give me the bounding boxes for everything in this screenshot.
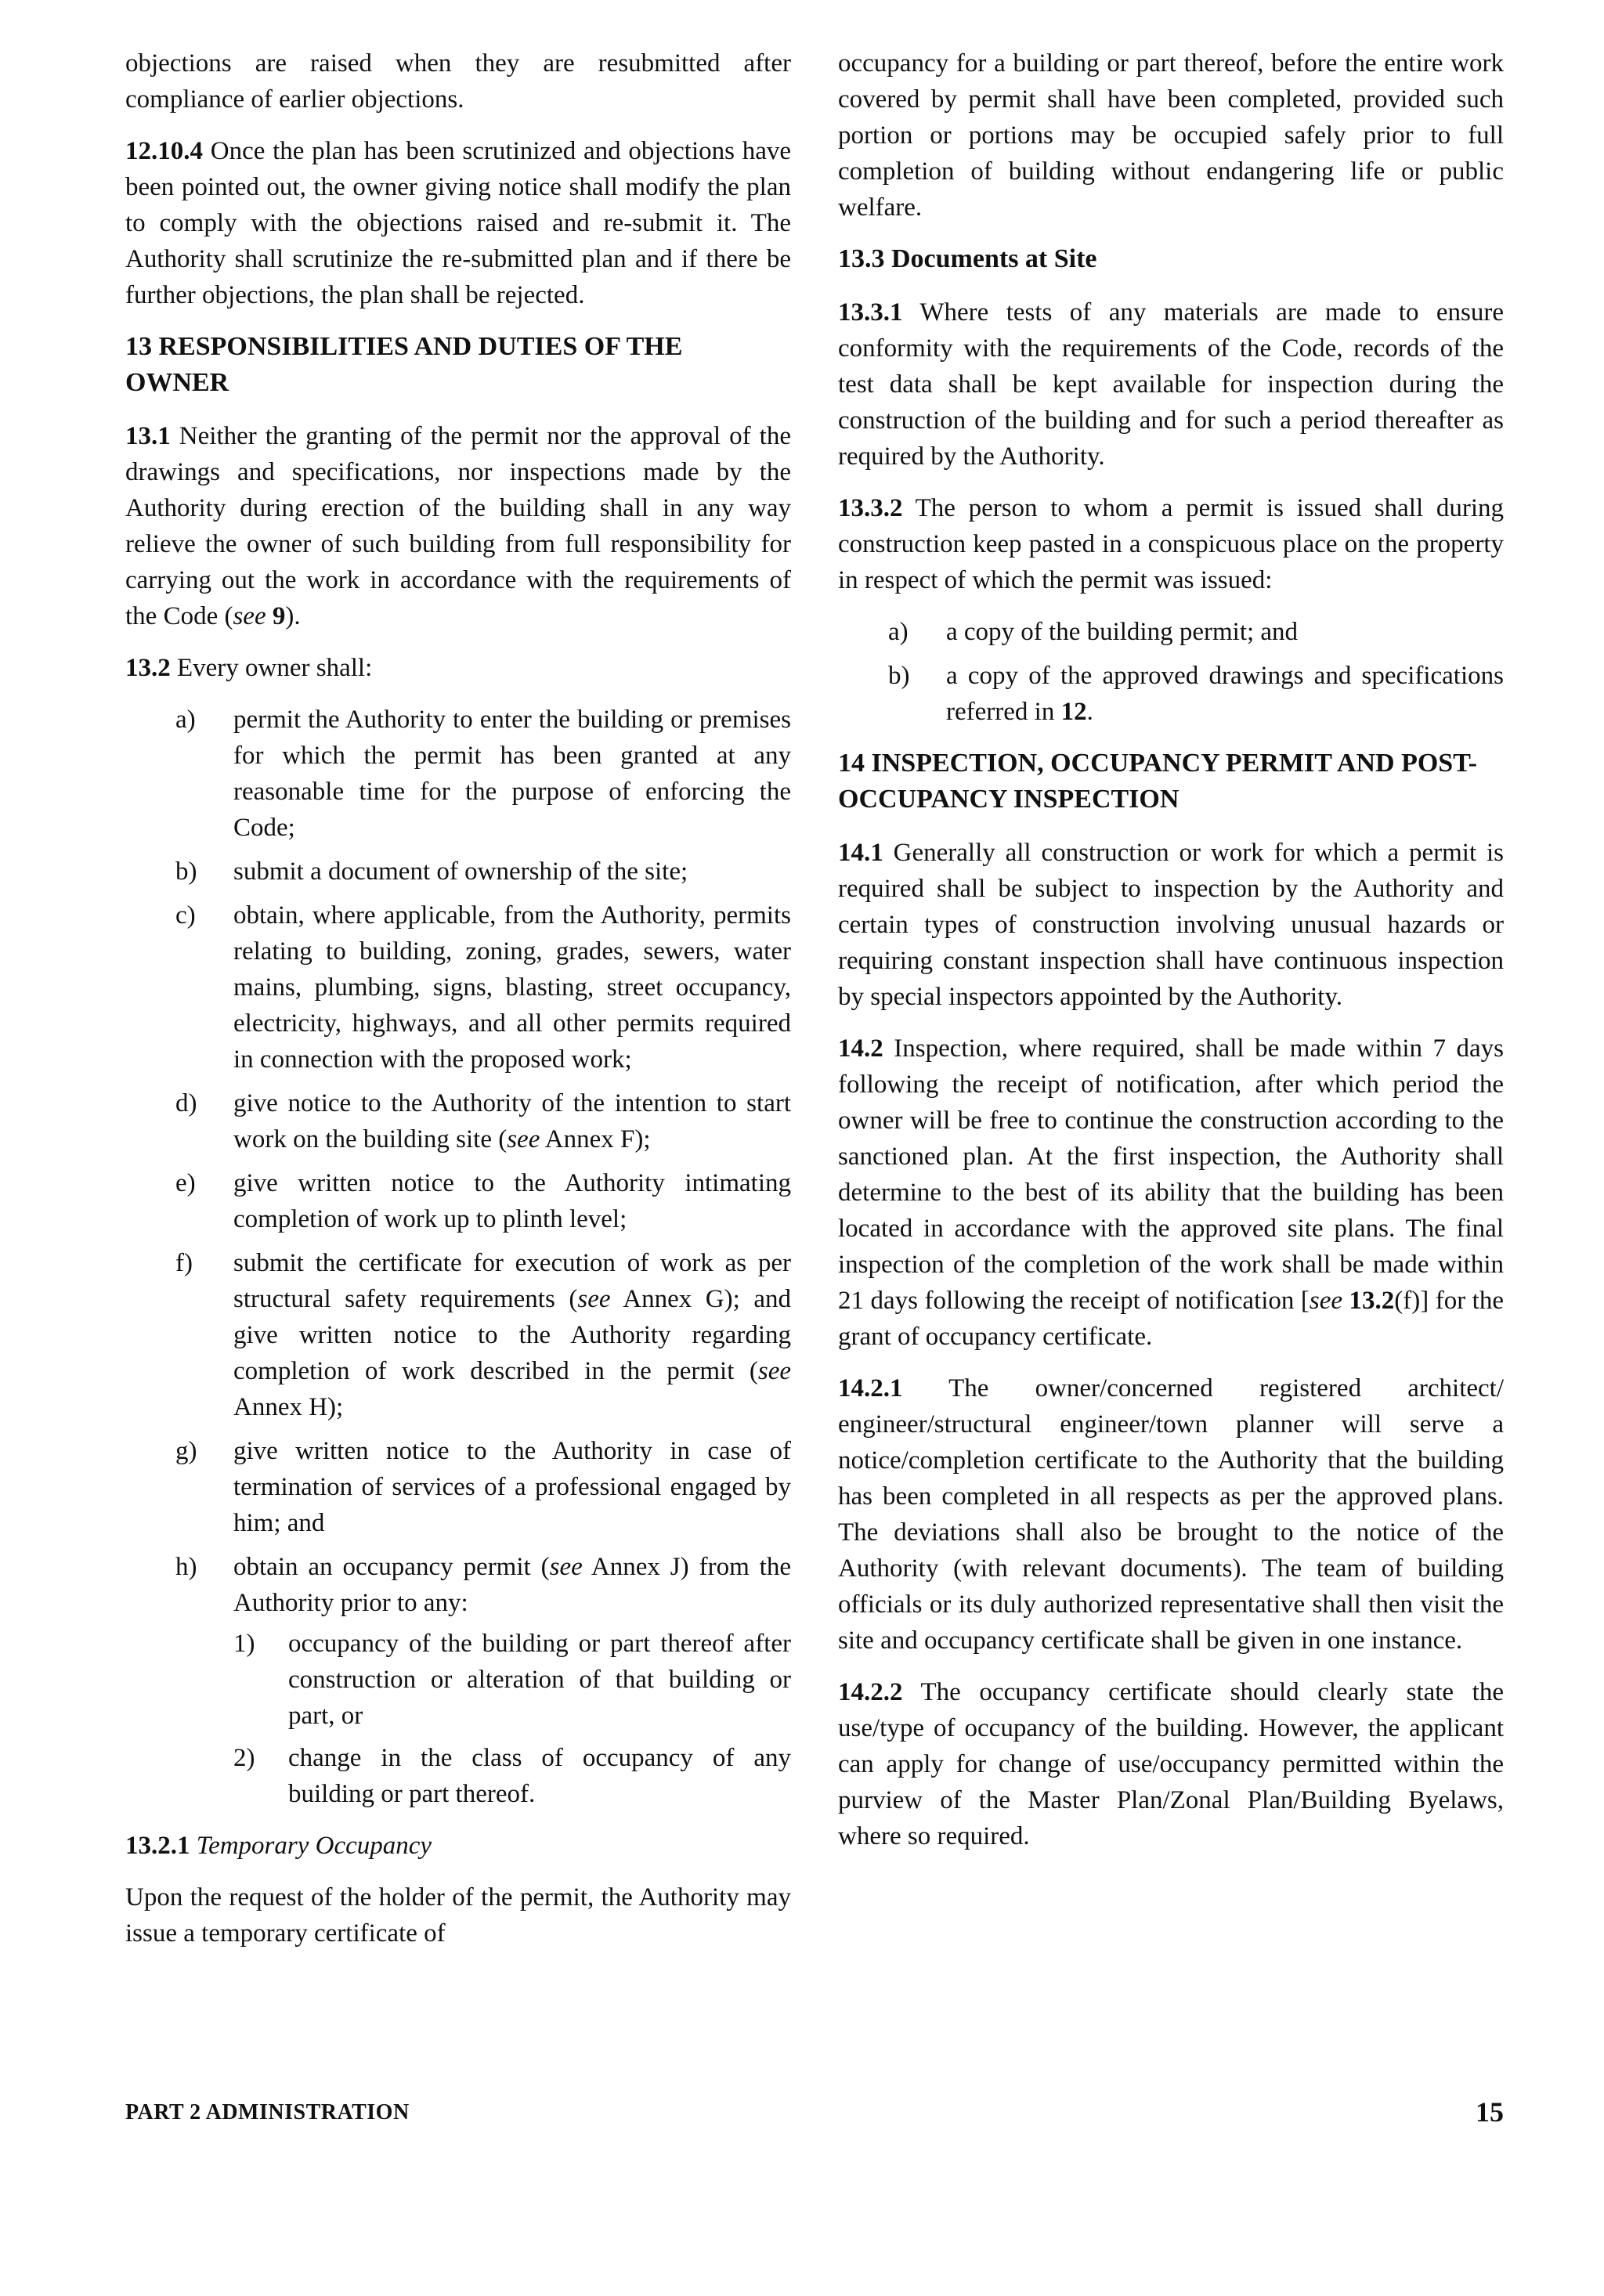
clause-number: 13.1: [125, 422, 171, 450]
see-reference: see: [577, 1285, 611, 1313]
sublist-marker: 1): [233, 1630, 255, 1658]
list-item: [838, 658, 1504, 730]
list-item-text-end: Annex J) from the Authority prior to any:: [233, 1553, 791, 1617]
section-13-heading: 13 RESPONSIBILITIES AND DUTIES OF THE OWNER: [125, 332, 683, 397]
clause-text: Every owner shall:: [177, 654, 373, 682]
clause-text-end: ).: [285, 602, 301, 630]
see-reference: see: [233, 602, 266, 630]
clause-number: 14.2.2: [838, 1678, 903, 1706]
paragraph-continued: occupancy for a building or part thereof, before the entire work covered by permit shall have been completed, provided such portion or portions may be occupied safely prior to full completion of building without endangering life or public welfare.: [838, 49, 1504, 222]
see-reference: see: [507, 1125, 540, 1153]
list-item-text-mid: Annex G); and give written notice to the Authority regarding completion of work described in the permit (: [233, 1285, 792, 1385]
see-reference: see: [1309, 1287, 1343, 1315]
clause-14-2-1: [838, 1370, 1504, 1659]
list-item: [838, 614, 1504, 650]
clause-13-1: [125, 418, 791, 634]
clause-14-2: [838, 1031, 1504, 1355]
list-item-text: a copy of the approved drawings and specifications referred in: [946, 662, 1504, 726]
list-item: [125, 1085, 791, 1157]
list-item-text: a copy of the building permit; and: [946, 618, 1299, 646]
footer-section-label: PART 2 ADMINISTRATION: [125, 2100, 410, 2125]
list-marker: f): [175, 1249, 193, 1277]
left-column: [125, 45, 791, 1967]
list-item-text: submit a document of ownership of the site;: [233, 857, 688, 886]
list-item-text: submit the certificate for execution of work as per structural safety requirements (: [233, 1249, 791, 1313]
list-marker: h): [175, 1553, 197, 1581]
clause-text: Neither the granting of the permit nor the approval of the drawings and specifications, nor inspections made by the Authority during erection of the building shall in any way relieve the owner of such building from full responsibility for carrying out the work in accordance with the requirements of the Code (: [125, 422, 791, 630]
list-item-text-end: Annex F);: [540, 1125, 651, 1153]
clause-number: 13.3.1: [838, 298, 903, 327]
cross-reference: 13.2: [1349, 1287, 1395, 1315]
clause-14-2-2: [838, 1674, 1504, 1854]
list-marker: b): [175, 857, 197, 886]
sublist-item: [233, 1626, 791, 1734]
sublist-item-text: change in the class of occupancy of any building or part thereof.: [288, 1744, 791, 1808]
list-item-text: obtain, where applicable, from the Authority, permits relating to building, zoning, grades, sewers, water mains, plumbing, signs, blasting, street occupancy, electricity, highways, and all other permits required in connection with the proposed work;: [233, 901, 791, 1074]
list-marker: b): [888, 662, 910, 690]
list-item-text-end: Annex H);: [233, 1393, 344, 1421]
clause-12-10-4: [125, 133, 791, 313]
clause-text: Where tests of any materials are made to ensure conformity with the requirements of the Code, records of the test data shall be kept available for inspection during the construction of the building and for such a period thereafter as required by the Authority.: [838, 298, 1504, 471]
section-13-3-heading: 13.3 Documents at Site: [838, 244, 1097, 273]
list-item: [125, 1245, 791, 1425]
site-documents-list: [838, 614, 1504, 730]
clause-13-2-1: [125, 1828, 791, 1864]
list-item: [125, 702, 791, 846]
list-item-text: give written notice to the Authority intimating completion of work up to plinth level;: [233, 1169, 791, 1233]
clause-title: Temporary Occupancy: [196, 1832, 432, 1860]
list-marker: e): [175, 1169, 196, 1197]
list-item: [125, 854, 791, 890]
occupancy-sublist: [233, 1626, 791, 1812]
clause-text: Generally all construction or work for which a permit is required shall be subject to inspection by the Authority and certain types of construction involving unusual hazards or requiring constant inspection shall have continuous inspection by special inspectors appointed by the Authority.: [838, 839, 1505, 1011]
clause-number: 13.3.2: [838, 494, 903, 522]
owner-duties-list: [125, 702, 791, 1812]
list-item-text-end: .: [1086, 698, 1093, 726]
paragraph-continued: objections are raised when they are resubmitted after compliance of earlier objections.: [125, 49, 791, 114]
clause-number: 14.1: [838, 839, 883, 867]
cross-reference: 9: [272, 602, 286, 630]
clause-text: The occupancy certificate should clearly state the use/type of occupancy of the building. However, the applicant can apply for change of use/occupancy permitted within the purview of the Master Plan/Zonal Plan/Building Byelaws, where so required.: [838, 1678, 1504, 1850]
clause-13-2: [125, 650, 791, 686]
page-footer: [125, 2096, 1504, 2133]
list-item-text: give written notice to the Authority in case of termination of services of a professional engaged by him; and: [233, 1437, 791, 1537]
sublist-item: [233, 1740, 791, 1812]
sublist-marker: 2): [233, 1744, 255, 1772]
cross-reference: 12: [1060, 698, 1087, 726]
clause-13-3-2: [838, 490, 1504, 598]
clause-text: The person to whom a permit is issued shall during construction keep pasted in a conspicuous place on the property in respect of which the permit was issued:: [838, 494, 1504, 594]
clause-number: 12.10.4: [125, 137, 203, 165]
list-item-text: give notice to the Authority of the intention to start work on the building site (: [233, 1089, 791, 1153]
section-14-heading: 14 INSPECTION, OCCUPANCY PERMIT AND POST-OCCUPANCY INSPECTION: [838, 749, 1478, 814]
clause-text: Once the plan has been scrutinized and objections have been pointed out, the owner giving notice shall modify the plan to comply with the objections raised and re-submit it. The Authority shall scrutinize the re-submitted plan and if there be further objections, the plan shall be rejected.: [125, 137, 791, 309]
list-item: [125, 1433, 791, 1541]
list-marker: c): [175, 901, 196, 930]
see-reference: see: [757, 1357, 791, 1385]
list-marker: d): [175, 1089, 197, 1117]
clause-text: Inspection, where required, shall be made within 7 days following the receipt of notification, after which period the owner will be free to continue the construction according to the sanctioned plan. At the first inspection, the Authority shall determine to the best of its ability that the building has been located in accordance with the approved site plans. The final inspection of the completion of the work shall be made within 21 days following the receipt of notification [: [838, 1034, 1505, 1315]
sublist-item-text: occupancy of the building or part thereof after construction or alteration of that building or part, or: [288, 1630, 791, 1730]
list-marker: g): [175, 1437, 197, 1465]
list-marker: a): [888, 618, 909, 646]
clause-number: 13.2.1: [125, 1832, 190, 1860]
list-marker: a): [175, 706, 196, 734]
clause-text-end: (f)] for the grant of occupancy certificate.: [838, 1287, 1504, 1351]
clause-number: 14.2: [838, 1034, 883, 1063]
list-item-text: permit the Authority to enter the building or premises for which the permit has been granted at any reasonable time for the purpose of enforcing the Code;: [233, 706, 791, 842]
list-item: [125, 1549, 791, 1812]
right-column: [838, 45, 1504, 1870]
clause-number: 13.2: [125, 654, 171, 682]
clause-text: The owner/concerned registered architect/ engineer/structural engineer/town planner will serve a notice/completion certificate to the Authority that the building has been completed in all respects as per the approved plans. The deviations shall also be brought to the notice of the Authority (with relevant documents). The team of building officials or its duly authorized representative shall then visit the site and occupancy certificate shall be given in one instance.: [838, 1374, 1505, 1655]
paragraph-temporary-occupancy: Upon the request of the holder of the permit, the Authority may issue a temporary certificate of: [125, 1883, 791, 1948]
clause-number: 14.2.1: [838, 1374, 903, 1403]
list-item: [125, 1165, 791, 1237]
clause-13-3-1: [838, 294, 1504, 475]
clause-14-1: [838, 835, 1504, 1015]
list-item-text: obtain an occupancy permit (: [233, 1553, 550, 1581]
page-number: 15: [1476, 2096, 1504, 2128]
list-item: [125, 897, 791, 1078]
see-reference: see: [549, 1553, 583, 1581]
